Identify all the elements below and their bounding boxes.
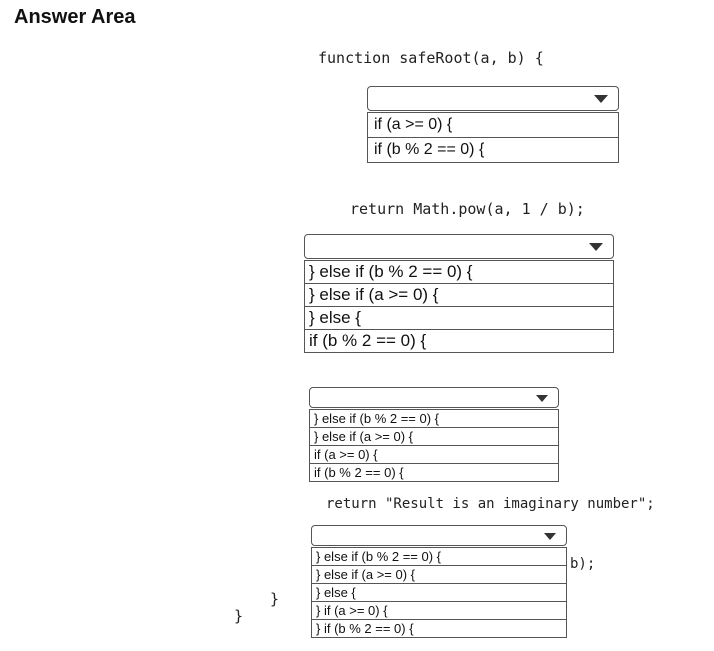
dropdown-2-select[interactable] (304, 234, 614, 259)
dropdown-2-option[interactable]: } else { (305, 307, 613, 330)
dropdown-3-select[interactable] (309, 387, 559, 408)
dropdown-3[interactable] (309, 387, 559, 482)
code-function-declaration: function safeRoot(a, b) { (318, 49, 544, 67)
dropdown-2-option[interactable]: if (b % 2 == 0) { (305, 330, 613, 353)
dropdown-2-options (304, 260, 614, 353)
dropdown-2-option[interactable]: } else if (b % 2 == 0) { (305, 261, 613, 284)
dropdown-1-option[interactable]: if (a >= 0) { (368, 113, 618, 138)
dropdown-1-select[interactable] (367, 86, 619, 111)
dropdown-3-option[interactable]: } else if (a >= 0) { (310, 428, 558, 446)
dropdown-4-select[interactable] (311, 525, 567, 546)
dropdown-4-option[interactable]: } else { (312, 584, 566, 602)
dropdown-4-option[interactable]: } else if (b % 2 == 0) { (312, 548, 566, 566)
chevron-down-icon[interactable] (594, 95, 608, 103)
dropdown-3-options (309, 409, 559, 482)
dropdown-2[interactable] (304, 234, 614, 353)
dropdown-2-option[interactable]: } else if (a >= 0) { (305, 284, 613, 307)
dropdown-1[interactable] (367, 86, 619, 163)
dropdown-4-option[interactable]: } if (a >= 0) { (312, 602, 566, 620)
code-close-brace-outer: } (234, 607, 244, 625)
dropdown-3-option[interactable]: } else if (b % 2 == 0) { (310, 410, 558, 428)
dropdown-4[interactable] (311, 525, 567, 638)
code-return-imaginary: return "Result is an imaginary number"; (326, 496, 655, 512)
code-partial-behind: b); (570, 556, 596, 572)
dropdown-1-option[interactable]: if (b % 2 == 0) { (368, 138, 618, 163)
answer-area-title: Answer Area (14, 6, 136, 28)
dropdown-4-option[interactable]: } if (b % 2 == 0) { (312, 620, 566, 638)
dropdown-4-option[interactable]: } else if (a >= 0) { (312, 566, 566, 584)
code-return-pow: return Math.pow(a, 1 / b); (350, 200, 585, 218)
dropdown-1-options (367, 112, 619, 163)
chevron-down-icon[interactable] (589, 243, 603, 251)
dropdown-4-options (311, 547, 567, 638)
chevron-down-icon[interactable] (536, 395, 548, 402)
dropdown-3-option[interactable]: if (a >= 0) { (310, 446, 558, 464)
code-close-brace-inner: } (270, 590, 280, 608)
dropdown-3-option[interactable]: if (b % 2 == 0) { (310, 464, 558, 482)
chevron-down-icon[interactable] (544, 533, 556, 540)
